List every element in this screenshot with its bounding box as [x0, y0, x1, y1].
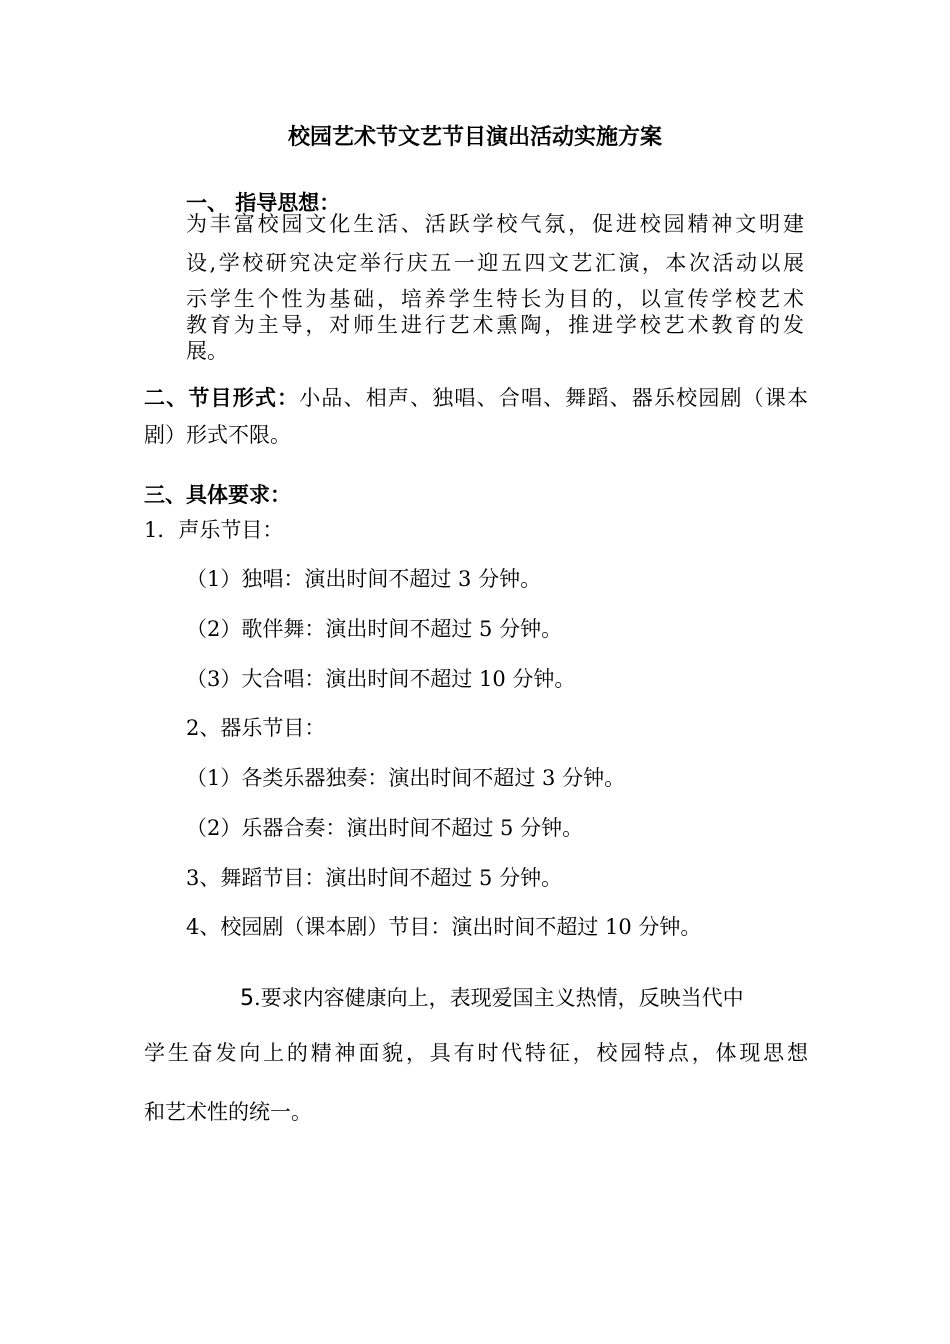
section-1-line-4: 教育为主导，对师生进行艺术熏陶，推进学校艺术教育的发 — [186, 313, 804, 337]
item-2-sub-1: （1）各类乐器独奏：演出时间不超过 3 分钟。 — [186, 766, 626, 790]
item-5-line-2: 学生奋发向上的精神面貌，具有时代特征，校园特点，体现思想 — [144, 1041, 808, 1065]
item-5-text: .要求内容健康向上，表现爱国主义热情，反映当代中 — [254, 986, 744, 1010]
section-2-content: 小品、相声、独唱、合唱、舞蹈、器乐校园剧（课本 — [299, 386, 809, 410]
section-2-heading: 二、节目形式： — [144, 385, 300, 410]
item-1-sub-2: （2）歌伴舞：演出时间不超过 5 分钟。 — [186, 617, 563, 641]
item-5-line-1 — [240, 988, 744, 1010]
item-2-sub-2: （2）乐器合奏：演出时间不超过 5 分钟。 — [186, 816, 584, 840]
item-5-line-3: 和艺术性的统一。 — [144, 1100, 312, 1124]
section-2-line-2: 剧）形式不限。 — [144, 423, 291, 447]
section-1-line-2: 设,学校研究决定举行庆五一迎五四文艺汇演，本次活动以展 — [186, 251, 804, 275]
section-1-line-3: 示学生个性为基础，培养学生特长为目的，以宣传学校艺术 — [186, 287, 804, 311]
item-4: 4、校园剧（课本剧）节目：演出时间不超过 10 分钟。 — [186, 915, 702, 939]
item-1-sub-3: （3）大合唱：演出时间不超过 10 分钟。 — [186, 667, 576, 691]
document-title: 校园艺术节文艺节目演出活动实施方案 — [287, 124, 662, 150]
item-3: 3、舞蹈节目：演出时间不超过 5 分钟。 — [186, 866, 563, 890]
item-5-number: 5 — [240, 986, 254, 1011]
section-1-line-1: 为丰富校园文化生活、活跃学校气氛，促进校园精神文明建 — [186, 212, 804, 236]
item-1-sub-1: （1）独唱：演出时间不超过 3 分钟。 — [186, 567, 542, 591]
section-2-line-1 — [144, 387, 808, 409]
item-2-heading: 2、器乐节目： — [186, 716, 326, 740]
section-3-heading: 三、具体要求： — [144, 482, 291, 507]
section-1-line-5: 展。 — [186, 339, 228, 363]
item-1-heading: 1．声乐节目： — [144, 518, 284, 542]
section-1-heading: 一、 指导思想： — [186, 190, 341, 215]
